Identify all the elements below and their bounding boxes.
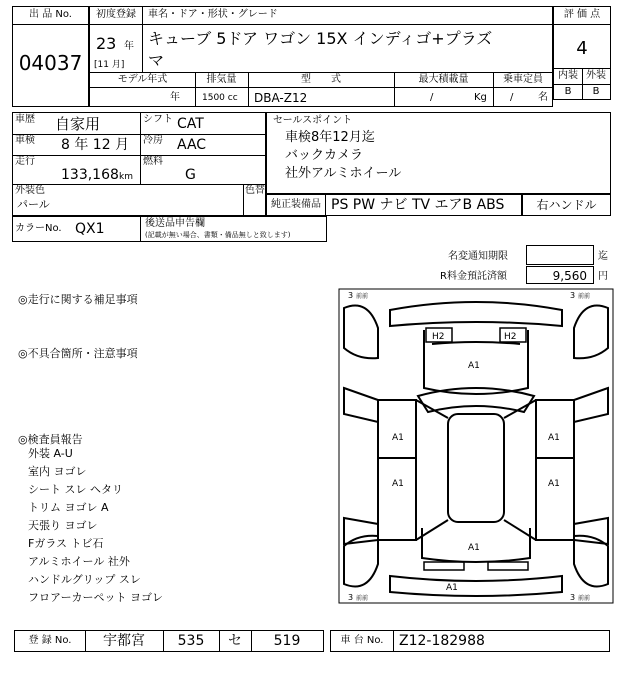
inspector-line: フロアーカーペット ヨゴレ <box>28 591 163 604</box>
corner-label-br: 3 <box>570 593 576 602</box>
steering-box <box>522 194 611 216</box>
score-box <box>553 6 611 100</box>
name-change-deadline-label: 名変通知期限 <box>448 251 508 262</box>
max-load-label: 最大積載量 <box>418 74 469 85</box>
vehicle-header-box <box>89 6 553 73</box>
damage-mark-rear-right: A1 <box>548 479 560 489</box>
corner-note-tl: 前前 <box>356 293 369 300</box>
steering: 右ハンドル <box>536 198 597 212</box>
lot-number-box <box>12 6 89 107</box>
damage-mark-h2-right: H2 <box>504 332 517 342</box>
capacity-unit: 名 <box>538 92 548 103</box>
color-no: QX1 <box>75 221 105 237</box>
registration-number-label: 登 録 No. <box>28 635 72 646</box>
corner-label-tl: 3 <box>348 291 354 300</box>
fuel-label: 燃料 <box>143 156 163 167</box>
damage-mark-front-right: A1 <box>548 433 560 443</box>
equipment-list: PS PW ナビ TV エアB ABS <box>331 197 505 213</box>
model-type: DBA-Z12 <box>254 91 308 105</box>
interior-score-label: 内装 <box>558 70 578 81</box>
inspector-line: ハンドルグリップ スレ <box>28 573 141 586</box>
max-load-slash: / <box>430 92 434 103</box>
details-box <box>12 112 266 216</box>
inspection-label: 車検 <box>15 135 35 146</box>
recycle-fee-unit: 円 <box>598 271 608 282</box>
chassis-number-label: 車 台 No. <box>340 635 384 646</box>
registration-number: 519 <box>273 633 301 649</box>
exterior-score-label: 外装 <box>586 70 606 81</box>
chassis-number-box <box>330 630 610 652</box>
color-change-label: 色替 <box>245 185 265 196</box>
recycle-fee-box <box>526 266 594 284</box>
usage: 自家用 <box>55 115 101 133</box>
sales-point-1: 車検8年12月迄 <box>285 130 375 145</box>
retrofit-note: (記載が無い場合、書類・備品無しと致します) <box>145 231 291 239</box>
mileage-label: 走行 <box>15 156 35 167</box>
inspector-line: 室内 ヨゴレ <box>28 465 87 478</box>
inspector-line: シート スレ ヘタリ <box>28 483 123 496</box>
inspector-report-heading: ◎検査員報告 <box>18 433 83 446</box>
shift: CAT <box>177 116 204 132</box>
sales-point-3: 社外アルミホイール <box>285 166 402 181</box>
first-registration-label: 初度登録 <box>96 9 136 20</box>
displacement-label: 排気量 <box>206 74 237 85</box>
interior-score: B <box>564 86 572 97</box>
sales-points-label: セールスポイント <box>273 115 353 126</box>
color-label: 外装色 <box>15 185 45 196</box>
registration-year: 23 <box>96 34 117 53</box>
vehicle-name-line1: キューブ 5ドア ワゴン 15X インディゴ+プラズ <box>148 29 493 48</box>
driving-notes-heading: ◎走行に関する補足事項 <box>18 293 138 306</box>
damage-mark-hood: A1 <box>468 361 480 371</box>
specs-row <box>89 72 553 107</box>
retrofit-label: 後送品申告欄 <box>145 218 205 229</box>
ac: AAC <box>177 137 207 153</box>
registration-area: 宇都宮 <box>103 633 145 649</box>
ac-label: 冷房 <box>143 135 163 146</box>
usage-label: 車歴 <box>15 114 35 125</box>
car-damage-diagram <box>338 288 614 604</box>
vehicle-name-line2: マ <box>148 51 165 70</box>
model-year-unit: 年 <box>170 92 180 103</box>
damage-mark-rear-hatch: A1 <box>468 543 480 553</box>
shift-label: シフト <box>143 114 173 125</box>
overall-score: 4 <box>576 38 588 59</box>
corner-note-tr: 前前 <box>578 293 591 300</box>
inspector-line: トリム ヨゴレ A <box>28 501 109 514</box>
recycle-fee-label: R料金預託済額 <box>440 271 507 282</box>
recycle-fee-value: 9,560 <box>552 269 587 283</box>
registration-number-box <box>14 630 324 652</box>
equipment-box <box>266 194 522 216</box>
mileage: 133,168 <box>61 167 119 183</box>
score-label: 評 価 点 <box>563 9 601 20</box>
lot-number-label: 出 品 No. <box>29 9 72 20</box>
inspector-line: アルミホイール 社外 <box>28 555 130 568</box>
damage-mark-rear-left: A1 <box>392 479 404 489</box>
capacity-slash: / <box>510 92 514 103</box>
defects-heading: ◎不具合箇所・注意事項 <box>18 347 138 360</box>
sales-points-box <box>266 112 611 194</box>
mileage-unit: km <box>119 172 133 182</box>
chassis-number: Z12-182988 <box>399 633 485 649</box>
sales-point-2: バックカメラ <box>285 148 364 163</box>
corner-note-br: 前前 <box>578 595 591 602</box>
registration-class: 535 <box>177 633 205 649</box>
damage-mark-h2-left: H2 <box>432 332 445 342</box>
color-no-label: カラーNo. <box>15 223 62 234</box>
color-no-box <box>12 216 327 242</box>
name-change-deadline-value <box>526 245 594 265</box>
registration-kana: セ <box>228 633 242 649</box>
equipment-label: 純正装備品 <box>271 199 321 210</box>
registration-year-unit: 年 <box>124 41 134 52</box>
vehicle-name-label: 車名・ドア・形状・グレード <box>148 9 278 20</box>
capacity-label: 乗車定員 <box>503 74 543 85</box>
model-type-label: 型 式 <box>301 74 341 85</box>
registration-month: [11 月] <box>94 60 125 70</box>
name-change-unit: 迄 <box>598 251 608 262</box>
inspector-line: Fガラス トビ石 <box>28 537 104 550</box>
corner-label-bl: 3 <box>348 593 354 602</box>
model-year-label: モデル年式 <box>117 74 168 85</box>
inspection: 8 年 12 月 <box>61 137 130 153</box>
corner-label-tr: 3 <box>570 291 576 300</box>
max-load-unit: Kg <box>474 92 487 103</box>
damage-mark-rear-bumper: A1 <box>446 583 458 593</box>
displacement: 1500 cc <box>202 93 238 103</box>
exterior-score: B <box>592 86 600 97</box>
lot-number: 04037 <box>18 51 83 75</box>
fuel: G <box>185 167 196 183</box>
inspector-line: 外装 A-U <box>28 447 73 460</box>
inspector-line: 天張り ヨゴレ <box>28 519 98 532</box>
color: パール <box>17 198 50 211</box>
damage-mark-front-left: A1 <box>392 433 404 443</box>
corner-note-bl: 前前 <box>356 595 369 602</box>
